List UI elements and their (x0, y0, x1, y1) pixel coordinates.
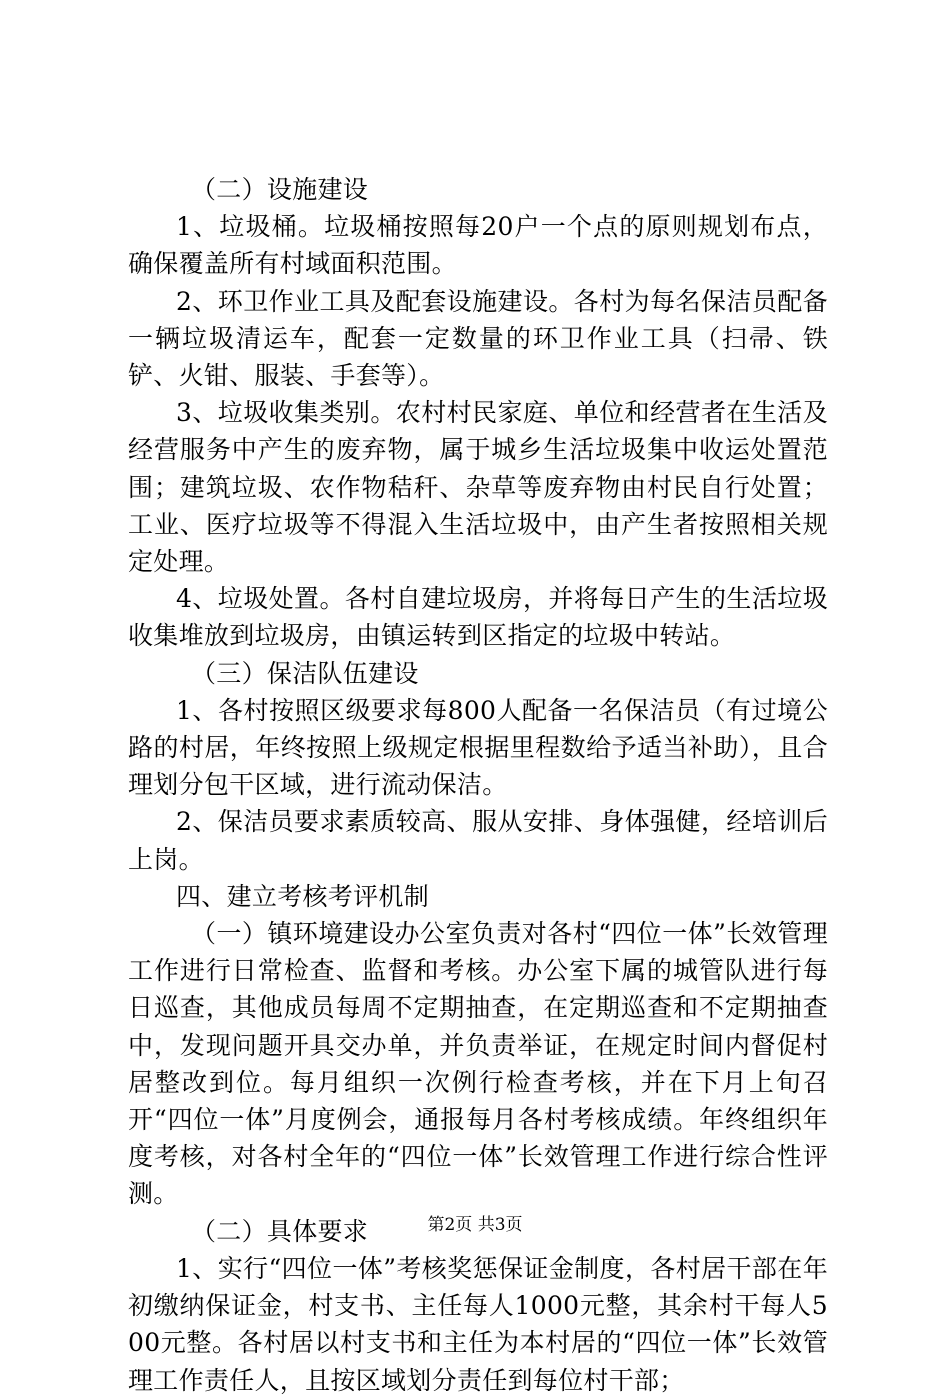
paragraph-cleaner-requirements: 2、保洁员要求素质较高、服从安排、身体强健，经培训后上岗。 (128, 807, 828, 874)
paragraph-disposal: 4、垃圾处置。各村自建垃圾房，并将每日产生的生活垃圾收集堆放到垃圾房，由镇运转到区指定的垃圾中转站。 (128, 584, 828, 651)
paragraph-deposit-system: 1、实行“四位一体”考核奖惩保证金制度，各村居干部在年初缴纳保证金，村支书、主任每人1000元整，其余村干每人500元整。各村居以村支书和主任为本村居的“四位一体”长效管理工作责任人，且按区域划分责任到每位村干部； (128, 1253, 828, 1395)
paragraph-sanitation-tools: 2、环卫作业工具及配套设施建设。各村为每名保洁员配备一辆垃圾清运车，配套一定数量的环卫作业工具（扫帚、铁铲、火钳、服装、手套等）。 (128, 286, 828, 391)
paragraph-daily-inspection: （一）镇环境建设办公室负责对各村“四位一体”长效管理工作进行日常检查、监督和考核。办公室下属的城管队进行每日巡查，其他成员每周不定期抽查，在定期巡查和不定期抽查中，发现问题开具交办单，并负责举证，在规定时间内督促村居整改到位。每月组织一次例行检查考核，并在下月上旬召开“四位一体”月度例会，通报每月各村考核成绩。年终组织年度考核，对各村全年的“四位一体”长效管理工作进行综合性评测。 (128, 919, 828, 1209)
paragraph-cleaner-staffing: 1、各村按照区级要求每800人配备一名保洁员（有过境公路的村居，年终按照上级规定根据里程数给予适当补助），且合理划分包干区域，进行流动保洁。 (128, 695, 828, 800)
section-heading-requirements: （二）具体要求 (191, 1216, 369, 1246)
section-heading-facilities: （二）设施建设 (191, 175, 369, 204)
paragraph-collection-categories: 3、垃圾收集类别。农村村民家庭、单位和经营者在生活及经营服务中产生的废弃物，属于城乡生活垃圾集中收运处置范围；建筑垃圾、农作物秸秆、杂草等废弃物由村民自行处置；工业、医疗垃圾等不得混入生活垃圾中，由产生者按照相关规定处理。 (128, 398, 828, 577)
paragraph-trash-bins: 1、垃圾桶。垃圾桶按照每20户一个点的原则规划布点，确保覆盖所有村域面积范围。 (128, 212, 828, 279)
section-heading-assessment: 四、建立考核考评机制 (176, 881, 430, 911)
page-number-footer: 第2页 共3页 (427, 1215, 523, 1235)
section-heading-cleaning-team: （三）保洁队伍建设 (191, 658, 419, 688)
